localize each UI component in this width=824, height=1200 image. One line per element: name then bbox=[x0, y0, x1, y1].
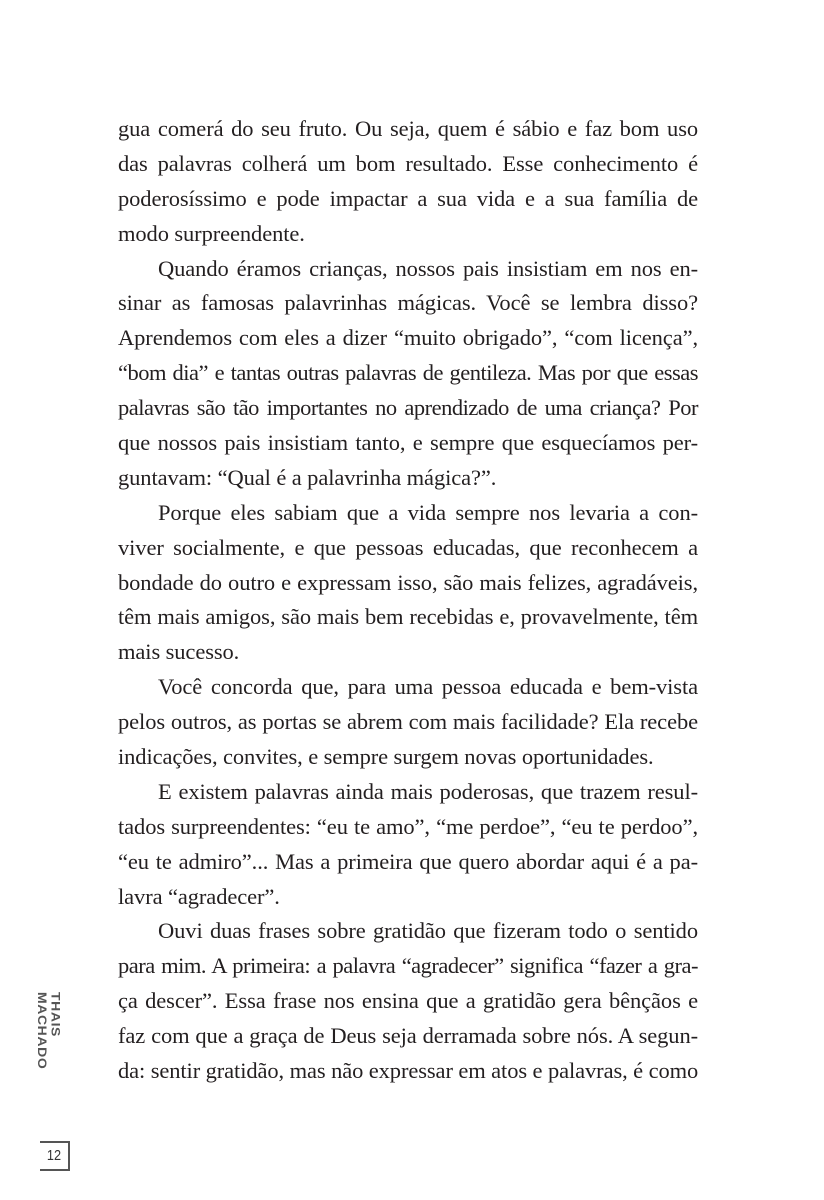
text-line: das palavras colherá um bom resultado. Esse conhecimento é bbox=[118, 150, 698, 176]
text-line: tados surpreendentes: “eu te amo”, “me perdoe”, “eu te perdoo”, bbox=[118, 813, 698, 839]
text-line: “eu te admiro”... Mas a primeira que quero abordar aqui é a pa- bbox=[118, 848, 698, 874]
text-line: Porque eles sabiam que a vida sempre nos levaria a con- bbox=[158, 499, 698, 525]
text-line: lavra “agradecer”. bbox=[118, 883, 280, 909]
page-number: 12 bbox=[46, 1147, 62, 1164]
text-line: sinar as famosas palavrinhas mágicas. Você se lembra disso? bbox=[118, 290, 698, 316]
text-line: Quando éramos crianças, nossos pais insistiam em nos en- bbox=[158, 255, 698, 281]
paragraph bbox=[118, 252, 698, 496]
body-text bbox=[118, 112, 698, 1089]
text-line: que nossos pais insistiam tanto, e sempre que esquecíamos per- bbox=[118, 430, 698, 456]
text-line: bondade do outro e expressam isso, são mais felizes, agradáveis, bbox=[118, 569, 698, 595]
text-line: gua comerá do seu fruto. Ou seja, quem é sábio e faz bom uso bbox=[118, 116, 698, 141]
text-line: viver socialmente, e que pessoas educadas, que reconhecem a bbox=[118, 534, 698, 560]
paragraph bbox=[118, 496, 698, 670]
text-line: Aprendemos com eles a dizer “muito obrigado”, “com licença”, bbox=[118, 325, 698, 351]
text-line: guntavam: “Qual é a palavrinha mágica?”. bbox=[118, 464, 497, 490]
text-line: mais sucesso. bbox=[118, 639, 240, 665]
text-line: para mim. A primeira: a palavra “agradecer” significa “fazer a gra- bbox=[118, 953, 698, 979]
paragraph bbox=[118, 670, 698, 775]
paragraph bbox=[118, 775, 698, 915]
text-line: Ouvi duas frases sobre gratidão que fizeram todo o sentido bbox=[158, 918, 698, 944]
text-line: ça descer”. Essa frase nos ensina que a gratidão gera bênçãos e bbox=[118, 988, 698, 1014]
text-line: da: sentir gratidão, mas não expressar em atos e palavras, é como bbox=[118, 1058, 699, 1084]
text-line: faz com que a graça de Deus seja derramada sobre nós. A segun- bbox=[118, 1023, 698, 1049]
text-line: têm mais amigos, são mais bem recebidas e, provavelmente, têm bbox=[118, 604, 698, 630]
text-line: E existem palavras ainda mais poderosas, que trazem resul- bbox=[158, 778, 698, 804]
text-line: pelos outros, as portas se abrem com mais facilidade? Ela recebe bbox=[118, 709, 698, 735]
text-line: indicações, convites, e sempre surgem novas oportunidades. bbox=[118, 744, 654, 770]
text-line: modo surpreendente. bbox=[118, 220, 305, 246]
paragraph bbox=[118, 914, 698, 1088]
text-line: Você concorda que, para uma pessoa educada e bem-vista bbox=[158, 674, 698, 700]
paragraph bbox=[118, 112, 698, 252]
text-line: “bom dia” e tantas outras palavras de gentileza. Mas por que essas bbox=[118, 360, 698, 386]
running-author-name: THAIS MACHADO bbox=[35, 992, 63, 1070]
text-line: palavras são tão importantes no aprendizado de uma criança? Por bbox=[118, 395, 698, 421]
text-line: poderosíssimo e pode impactar a sua vida e a sua família de bbox=[118, 185, 698, 211]
